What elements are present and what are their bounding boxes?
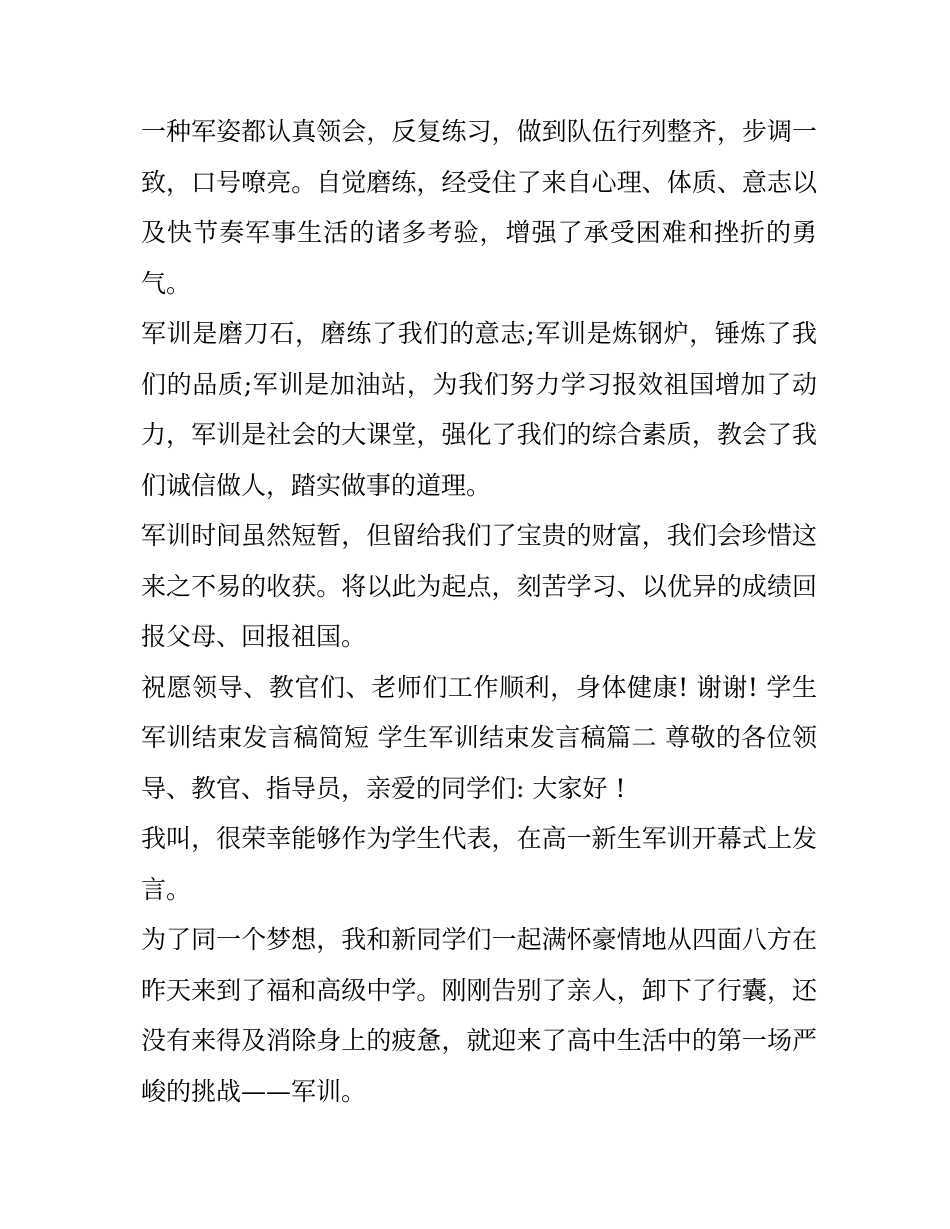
- paragraph: 我叫，很荣幸能够作为学生代表，在高一新生军训开幕式上发言。: [141, 824, 817, 904]
- paragraph: 为了同一个梦想，我和新同学们一起满怀豪情地从四面八方在昨天来到了福和高级中学。刚刚告别了亲人，卸下了行囊，还没有来得及消除身上的疲惫，就迎来了高中生活中的第一场严峻的挑战——军训。: [141, 925, 817, 1106]
- paragraph: 一种军姿都认真领会，反复练习，做到队伍行列整齐，步调一致，口号嘹亮。自觉磨练，经受住了来自心理、体质、意志以及快节奏军事生活的诸多考验，增强了承受困难和挫折的勇气。: [141, 117, 817, 298]
- paragraph: 祝愿领导、教官们、老师们工作顺利，身体健康! 谢谢! 学生军训结束发言稿简短 学生军训结束发言稿篇二 尊敬的各位领导、教官、指导员，亲爱的同学们: 大家好 !: [141, 672, 817, 803]
- paragraph: 军训时间虽然短暂，但留给我们了宝贵的财富，我们会珍惜这来之不易的收获。将以此为起点，刻苦学习、以优异的成绩回报父母、回报祖国。: [141, 521, 817, 651]
- document-body: [141, 107, 817, 1117]
- paragraph: 军训是磨刀石，磨练了我们的意志;军训是炼钢炉，锤炼了我们的品质;军训是加油站，为我们努力学习报效祖国增加了动力，军训是社会的大课堂，强化了我们的综合素质，教会了我们诚信做人，踏实做事的道理。: [141, 319, 817, 500]
